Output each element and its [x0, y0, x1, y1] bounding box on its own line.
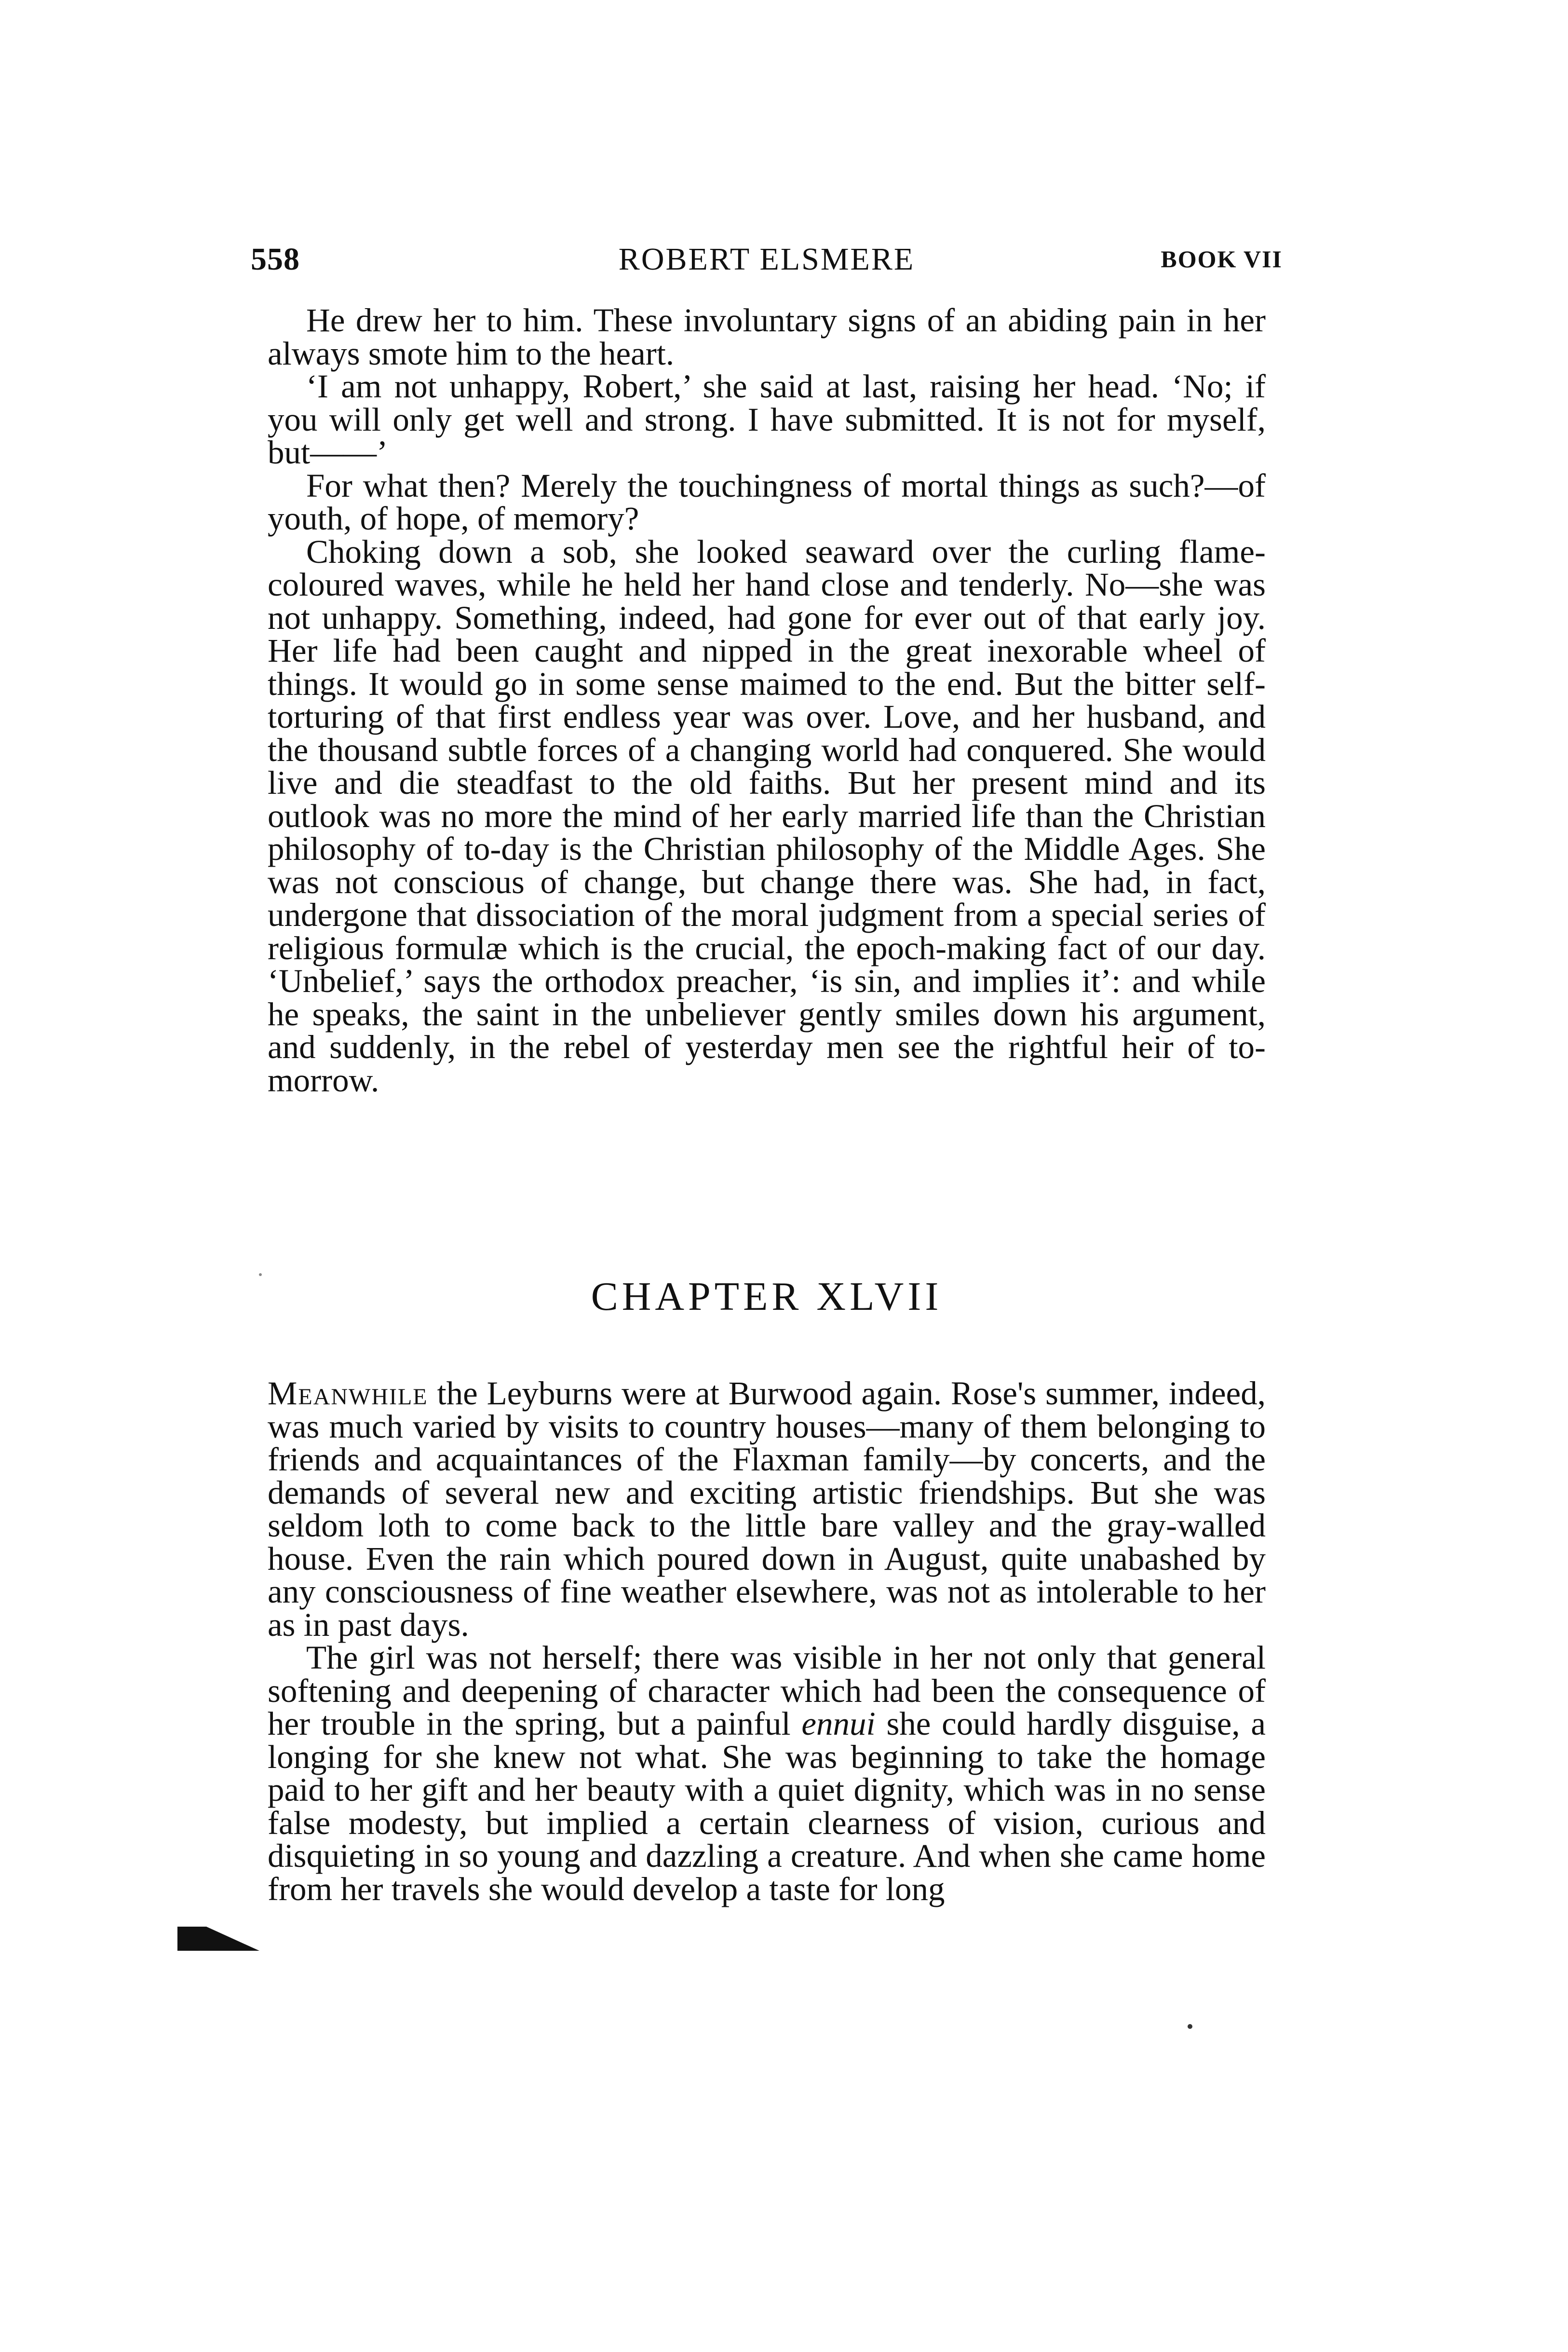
- running-head: [251, 241, 1283, 285]
- paragraph: He drew her to him. These involuntary signs of an abiding pain in her always smote him to the heart.: [268, 302, 1266, 372]
- running-title: ROBERT ELSMERE: [618, 242, 915, 277]
- top-text-block: [268, 304, 1266, 1097]
- page-number: 558: [251, 242, 300, 277]
- paragraph: For what then? Merely the touchingness of mortal things as such?—of youth, of hope, of memory?: [268, 467, 1266, 537]
- chapter-opening-paragraph: [268, 1377, 1266, 1641]
- book-part-label: BOOK VII: [1161, 245, 1283, 272]
- paragraph-text: she could hardly disguise, a longing for she knew not what. She was beginning to take the homage paid to her gift and her beauty with a quiet dignity, which was in no sense false modesty, but implied a certain clearness of vision, curious and disquieting in so young and dazzling a creature. And when she came home from her travels she would develop a taste for long: [268, 1705, 1266, 1907]
- paragraph: Choking down a sob, she looked seaward over the curling flame-coloured waves, while he held her hand close and tenderly. No—she was not unhappy. Something, indeed, had gone for ever out of that early joy. Her life had been caught and nipped in the great inexorable wheel of things. It would go in some sense maimed to the end. But the bitter self-torturing of that first endless year was over. Love, and her husband, and the thousand subtle forces of a changing world had conquered. She would live and die steadfast to the old faiths. But her present mind and its outlook was no more the mind of her early married life than the Christian philosophy of to-day is the Christian philosophy of the Middle Ages. She was not conscious of change, but change there was. She had, in fact, undergone that dissociation of the moral judgment from a special series of religious formulæ which is the crucial, the epoch-making fact of our day. ‘Unbelief,’ says the orthodox preacher, ‘is sin, and implies it’: and while he speaks, the saint in the unbeliever gently smiles down his argument, and suddenly, in the rebel of yesterday men see the rightful heir of to-morrow.: [268, 533, 1266, 1099]
- printer-arrow-icon: [177, 1922, 259, 1956]
- ink-speck: [259, 1273, 262, 1276]
- chapter-opening-word: Meanwhile: [268, 1375, 428, 1412]
- chapter-opening-text: the Leyburns were at Burwood again. Rose's summer, indeed, was much varied by visits to country houses—many of them belonging to friends and acquaintances of the Flaxman family—by concerts, and the demands of several new and exciting artistic friendships. But she was seldom loth to come back to the little bare valley and the gray-walled house. Even the rain which poured down in August, quite unabashed by any consciousness of fine weather elsewhere, was not as intolerable to her as in past days.: [268, 1375, 1266, 1643]
- chapter-text-block: [268, 1377, 1266, 1905]
- chapter-second-paragraph: [268, 1641, 1266, 1905]
- paragraph-text: The girl was not herself; there was visible in her not only that general softening and deepening of character which had been the consequence of her trouble in the spring, but a painful: [268, 1639, 1266, 1742]
- ink-speck: [1188, 2024, 1192, 2029]
- paragraph: ‘I am not unhappy, Robert,’ she said at last, raising her head. ‘No; if you will only get well and strong. I have submitted. It is not for myself, but——’: [268, 368, 1266, 471]
- chapter-heading: CHAPTER XLVII: [591, 1274, 943, 1319]
- italic-word: ennui: [801, 1705, 876, 1742]
